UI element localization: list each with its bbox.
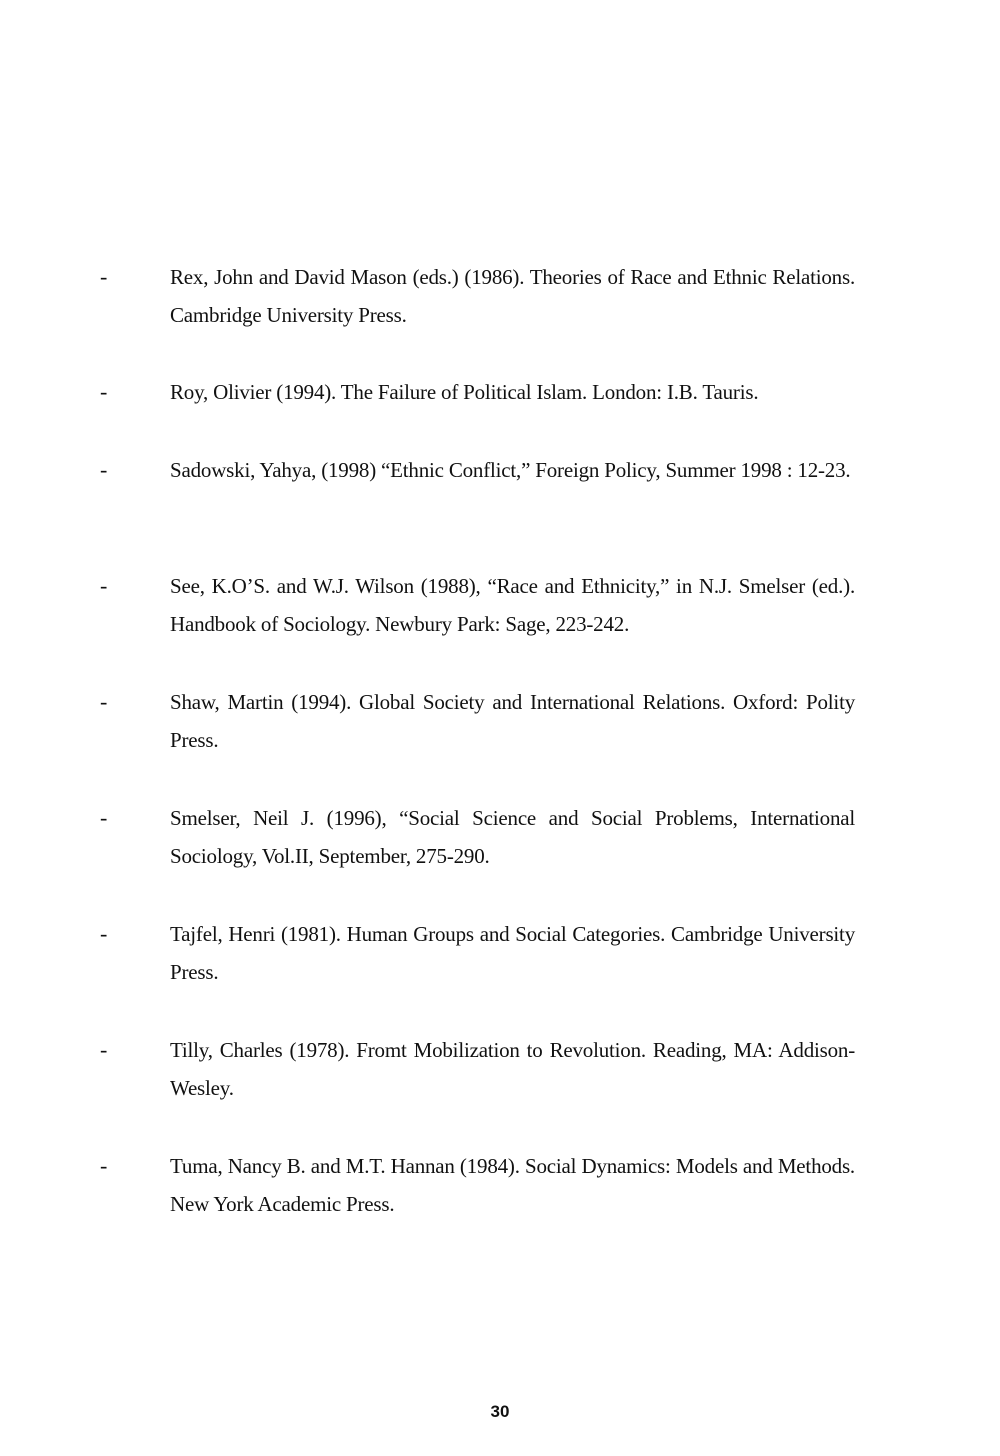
reference-text: Tajfel, Henri (1981). Human Groups and Social Categories. Cambridge University Press. — [170, 922, 855, 984]
reference-text: Smelser, Neil J. (1996), “Social Science and Social Problems, International Sociology, Vol.II, September, 275-290. — [170, 806, 855, 868]
reference-bullet: - — [100, 921, 108, 946]
reference-bullet: - — [100, 805, 108, 830]
reference-text: Tilly, Charles (1978). Fromt Mobilization to Revolution. Reading, MA: Addison-Wesley. — [170, 1038, 855, 1100]
reference-bullet: - — [100, 1153, 108, 1178]
reference-text: Roy, Olivier (1994). The Failure of Political Islam. London: I.B. Tauris. — [170, 380, 759, 404]
reference-bullet: - — [100, 457, 108, 482]
page-number: 30 — [490, 1402, 510, 1421]
reference-bullet: - — [100, 379, 108, 404]
reference-bullet: - — [100, 1037, 108, 1062]
reference-text: Tuma, Nancy B. and M.T. Hannan (1984). Social Dynamics: Models and Methods. New York Academic Press. — [170, 1154, 855, 1216]
reference-text: See, K.O’S. and W.J. Wilson (1988), “Race and Ethnicity,” in N.J. Smelser (ed.). Handbook of Sociology. Newbury Park: Sage, 223-242. — [170, 574, 855, 636]
reference-text: Rex, John and David Mason (eds.) (1986). Theories of Race and Ethnic Relations. Cambridge University Press. — [170, 265, 855, 327]
reference-bullet: - — [100, 573, 108, 598]
reference-text: Shaw, Martin (1994). Global Society and International Relations. Oxford: Polity Press. — [170, 690, 855, 752]
reference-bullet: - — [100, 689, 108, 714]
reference-bullet: - — [100, 264, 108, 289]
reference-text: Sadowski, Yahya, (1998) “Ethnic Conflict,” Foreign Policy, Summer 1998 : 12-23. — [170, 458, 851, 482]
